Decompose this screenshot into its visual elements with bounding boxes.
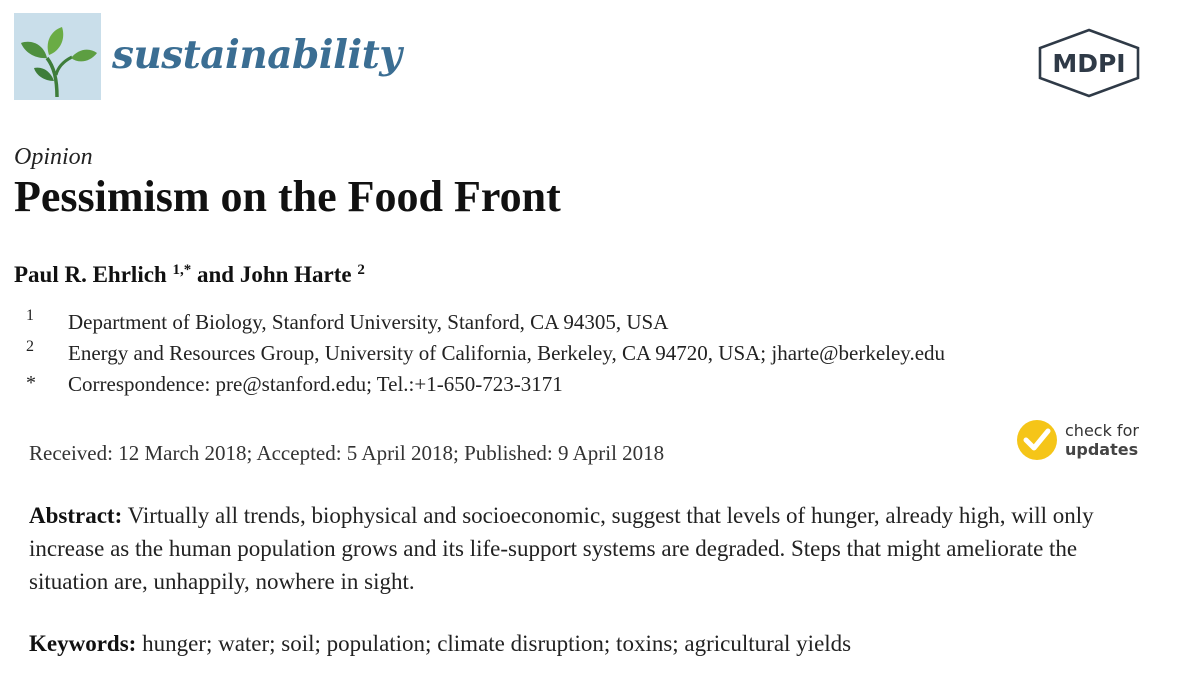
journal-logo [14, 13, 101, 100]
keywords [29, 631, 851, 657]
author-affil-mark: 1,* [172, 262, 192, 278]
check-badge-icon [1015, 418, 1059, 462]
correspondence-mark: * [26, 372, 36, 394]
publisher-name: MDPI [1052, 49, 1126, 78]
check-for-updates-line2: updates [1065, 440, 1139, 459]
affiliation-mark: 1 [26, 307, 34, 324]
author-list [14, 262, 365, 288]
check-for-updates-line1: check for [1065, 421, 1139, 440]
abstract [29, 499, 1159, 598]
author-name: John Harte [239, 262, 352, 287]
publisher-logo [1034, 27, 1144, 103]
journal-name: sustainability [112, 32, 402, 78]
author-separator: and [191, 262, 240, 287]
abstract-label: Abstract: [29, 503, 123, 528]
affiliation-text: Energy and Resources Group, University of California, Berkeley, CA 94720, USA; jharte@berkeley.edu [68, 341, 946, 365]
abstract-text: Virtually all trends, biophysical and socioeconomic, suggest that levels of hunger, already high, will only increase as the human population grows and its life-support systems are degraded. Steps that might ameliorate the situation are, unhappily, nowhere in sight. [29, 503, 1094, 594]
article-type: Opinion [14, 144, 93, 170]
affiliation-text: Department of Biology, Stanford University, Stanford, CA 94305, USA [68, 310, 669, 334]
keywords-label: Keywords: [29, 631, 137, 656]
article-title: Pessimism on the Food Front [14, 172, 561, 221]
author-affil-mark: 2 [357, 262, 365, 278]
keywords-text: hunger; water; soil; population; climate disruption; toxins; agricultural yields [142, 631, 852, 656]
check-for-updates-button[interactable] [1015, 418, 1165, 464]
correspondence-text: Correspondence: pre@stanford.edu; Tel.:+1-650-723-3171 [68, 372, 563, 396]
affiliation-mark: 2 [26, 338, 34, 355]
author-name: Paul R. Ehrlich [14, 262, 167, 287]
leaf-sprout-icon [14, 13, 101, 100]
publication-dates: Received: 12 March 2018; Accepted: 5 April 2018; Published: 9 April 2018 [29, 441, 665, 465]
check-for-updates-label [1065, 421, 1139, 459]
